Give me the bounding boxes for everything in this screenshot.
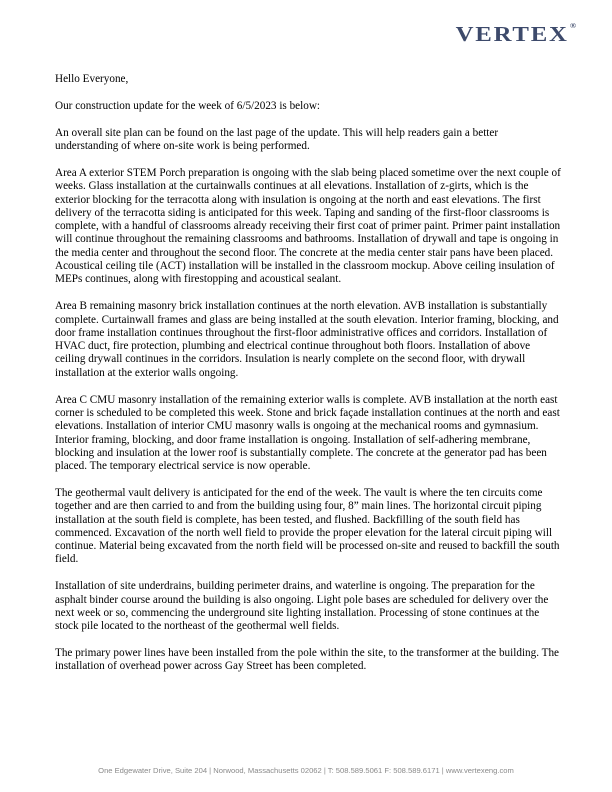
page-footer: One Edgewater Drive, Suite 204 | Norwood, Massachusetts 02062 | T: 508.589.5061 F: 508.589.6171 | www.vertexeng.com	[98, 766, 514, 775]
vertex-logo	[456, 22, 576, 47]
logo-text: VERTEX	[455, 22, 569, 46]
paragraph-site-work: Installation of site underdrains, building perimeter drains, and waterline is ongoing. The preparation for the asphalt binder course around the building is also ongoing. Light pole bases are scheduled for delivery over the next week or so, commencing the underground site lighting installation. Processing of stone continues at the stock pile located to the northeast of the geothermal well fields.	[55, 580, 549, 633]
registered-mark: ®	[569, 22, 576, 30]
paragraph-area-c: Area C CMU masonry installation of the remaining exterior walls is complete. AVB installation at the north east corner is scheduled to be completed this week. Stone and brick façade installation continues at the north and east elevations. Installation of interior CMU masonry walls is ongoing at the mechanical rooms and gymnasium. Interior framing, blocking, and door frame installation is ongoing. Installation of self-adhering membrane, blocking and insulation at the lower roof is substantially complete. The concrete at the generator pad has been placed. The temporary electrical service is now operable.	[55, 393, 560, 473]
paragraph-geothermal: The geothermal vault delivery is anticipated for the end of the week. The vault is where the ten circuits come together and are then carried to and from the building using four, 8” main lines. The horizontal circuit piping installation at the south field is complete, has been tested, and flushed. Backfilling of the south field has commenced. Excavation of the north well field to provide the proper elevation for the lateral circuit piping will continue. Material being excavated from the north field will be processed on-site and reused to backfill the south field.	[55, 486, 560, 566]
paragraph-power: The primary power lines have been installed from the pole within the site, to the transformer at the building. The installation of overhead power across Gay Street has been completed.	[55, 647, 560, 673]
letter-body	[55, 73, 563, 687]
intro-line: Our construction update for the week of 6/5/2023 is below:	[55, 99, 321, 112]
greeting: Hello Everyone,	[55, 73, 129, 85]
paragraph-area-a: Area A exterior STEM Porch preparation is ongoing with the slab being placed sometime over the next couple of weeks. Glass installation at the curtainwalls continues at all elevations. Installation of z-girts, which is the exterior blocking for the terracotta along with insulation is ongoing at the north and east elevations. The first delivery of the terracotta siding is anticipated for this week. Taping and sanding of the first-floor classrooms is complete, with a handful of classrooms already receiving their first coat of primer paint. Primer paint installation will continue throughout the remaining classrooms and bathrooms. Installation of drywall and tape is ongoing in the media center and throughout the second floor. The concrete at the media center stair pans have been placed. Acoustical ceiling tile (ACT) installation will be installed in the classroom mockup. Above ceiling insulation of MEPs continues, along with firestopping and acoustical sealant.	[55, 166, 561, 286]
paragraph-site-plan: An overall site plan can be found on the last page of the update. This will help readers gain a better understanding of where on-site work is being performed.	[55, 126, 499, 153]
paragraph-area-b: Area B remaining masonry brick installation continues at the north elevation. AVB installation is substantially complete. Curtainwall frames and glass are being installed at the south elevation. Interior framing, blocking, and door frame installation continues throughout the first-floor administrative offices and corridors. Installation of HVAC duct, fire protection, plumbing and electrical continue throughout both floors. Installation of above ceiling drywall continues in the corridors. Insulation is nearly complete on the second floor, with drywall installation at the exterior walls ongoing.	[55, 300, 559, 379]
